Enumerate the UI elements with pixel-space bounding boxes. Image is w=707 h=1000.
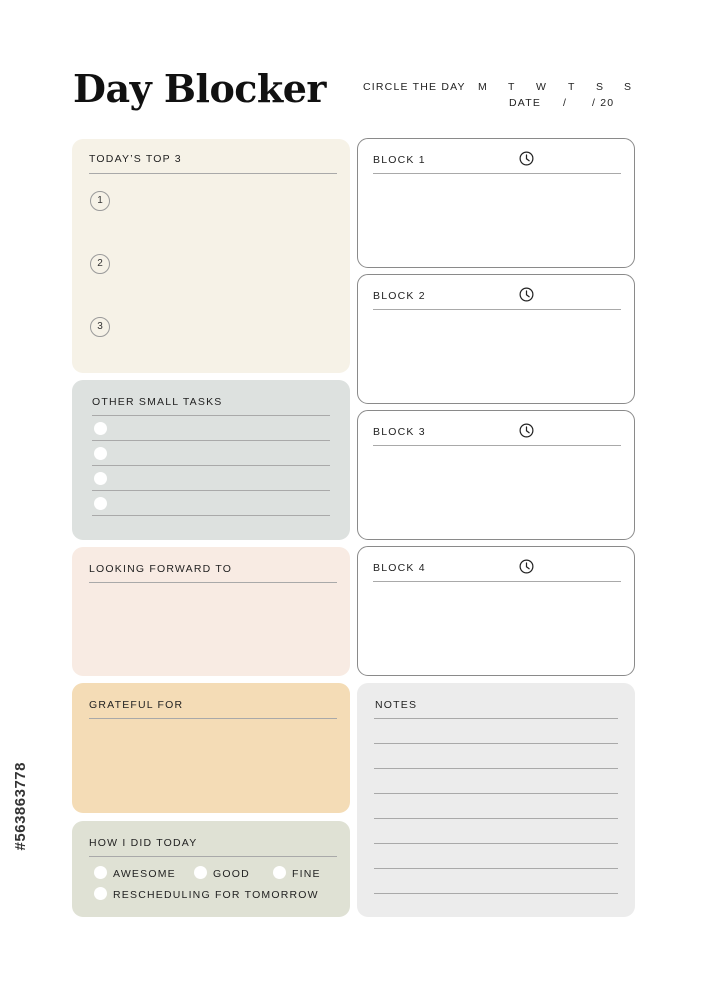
notes-line-6 [374, 843, 618, 844]
top3-heading-rule [89, 173, 337, 174]
looking-forward-card [72, 547, 350, 676]
clock-icon [519, 559, 534, 574]
option-rescheduling-label: RESCHEDULING FOR TOMORROW [113, 889, 319, 901]
date-separator-2: / 20 [592, 97, 615, 109]
notes-line-3 [374, 768, 618, 769]
block-4-rule [373, 581, 621, 582]
stock-id-watermark: #563863778 [12, 762, 29, 851]
grateful-card [72, 683, 350, 813]
block-2-heading: BLOCK 2 [373, 290, 426, 302]
top3-number-1: 1 [90, 191, 110, 211]
top3-card [72, 139, 350, 373]
task-checkbox-2[interactable] [94, 447, 107, 460]
top3-number-2: 2 [90, 254, 110, 274]
how-did-heading: HOW I DID TODAY [89, 837, 198, 849]
top3-number-3: 3 [90, 317, 110, 337]
how-did-card [72, 821, 350, 917]
day-tuesday[interactable]: T [508, 81, 516, 93]
option-fine-radio[interactable] [273, 866, 286, 879]
grateful-heading: GRATEFUL FOR [89, 699, 184, 711]
small-tasks-card [72, 380, 350, 540]
notes-line-5 [374, 818, 618, 819]
circle-the-day-label: CIRCLE THE DAY [363, 81, 466, 93]
how-did-rule [89, 856, 337, 857]
date-separator-1: / [563, 97, 568, 109]
task-line-1 [92, 440, 330, 441]
option-good-label: GOOD [213, 868, 250, 880]
task-line-4 [92, 515, 330, 516]
option-rescheduling-radio[interactable] [94, 887, 107, 900]
page-title: Day Blocker [73, 66, 326, 111]
task-checkbox-3[interactable] [94, 472, 107, 485]
grateful-rule [89, 718, 337, 719]
notes-line-8 [374, 893, 618, 894]
notes-line-2 [374, 743, 618, 744]
block-2-rule [373, 309, 621, 310]
small-tasks-heading: OTHER SMALL TASKS [92, 396, 223, 408]
block-1-rule [373, 173, 621, 174]
day-wednesday[interactable]: W [536, 81, 548, 93]
looking-forward-heading: LOOKING FORWARD TO [89, 563, 233, 575]
clock-icon [519, 423, 534, 438]
option-awesome-label: AWESOME [113, 868, 176, 880]
clock-icon [519, 151, 534, 166]
block-4-card [357, 546, 635, 676]
notes-line-1 [374, 718, 618, 719]
clock-icon [519, 287, 534, 302]
task-line-3 [92, 490, 330, 491]
notes-line-7 [374, 868, 618, 869]
block-3-heading: BLOCK 3 [373, 426, 426, 438]
looking-forward-rule [89, 582, 337, 583]
block-1-heading: BLOCK 1 [373, 154, 426, 166]
top3-heading: TODAY’S TOP 3 [89, 153, 182, 165]
option-good-radio[interactable] [194, 866, 207, 879]
task-line-2 [92, 465, 330, 466]
notes-heading: NOTES [375, 699, 418, 711]
notes-line-4 [374, 793, 618, 794]
option-awesome-radio[interactable] [94, 866, 107, 879]
day-thursday[interactable]: T [568, 81, 576, 93]
block-3-card [357, 410, 635, 540]
task-checkbox-1[interactable] [94, 422, 107, 435]
block-2-card [357, 274, 635, 404]
block-4-heading: BLOCK 4 [373, 562, 426, 574]
task-checkbox-4[interactable] [94, 497, 107, 510]
block-3-rule [373, 445, 621, 446]
block-1-card [357, 138, 635, 268]
day-sunday[interactable]: S [624, 81, 633, 93]
day-saturday[interactable]: S [596, 81, 605, 93]
small-tasks-rule [92, 415, 330, 416]
notes-card [357, 683, 635, 917]
option-fine-label: FINE [292, 868, 321, 880]
day-monday[interactable]: M [478, 81, 488, 93]
date-label: DATE [509, 97, 542, 109]
